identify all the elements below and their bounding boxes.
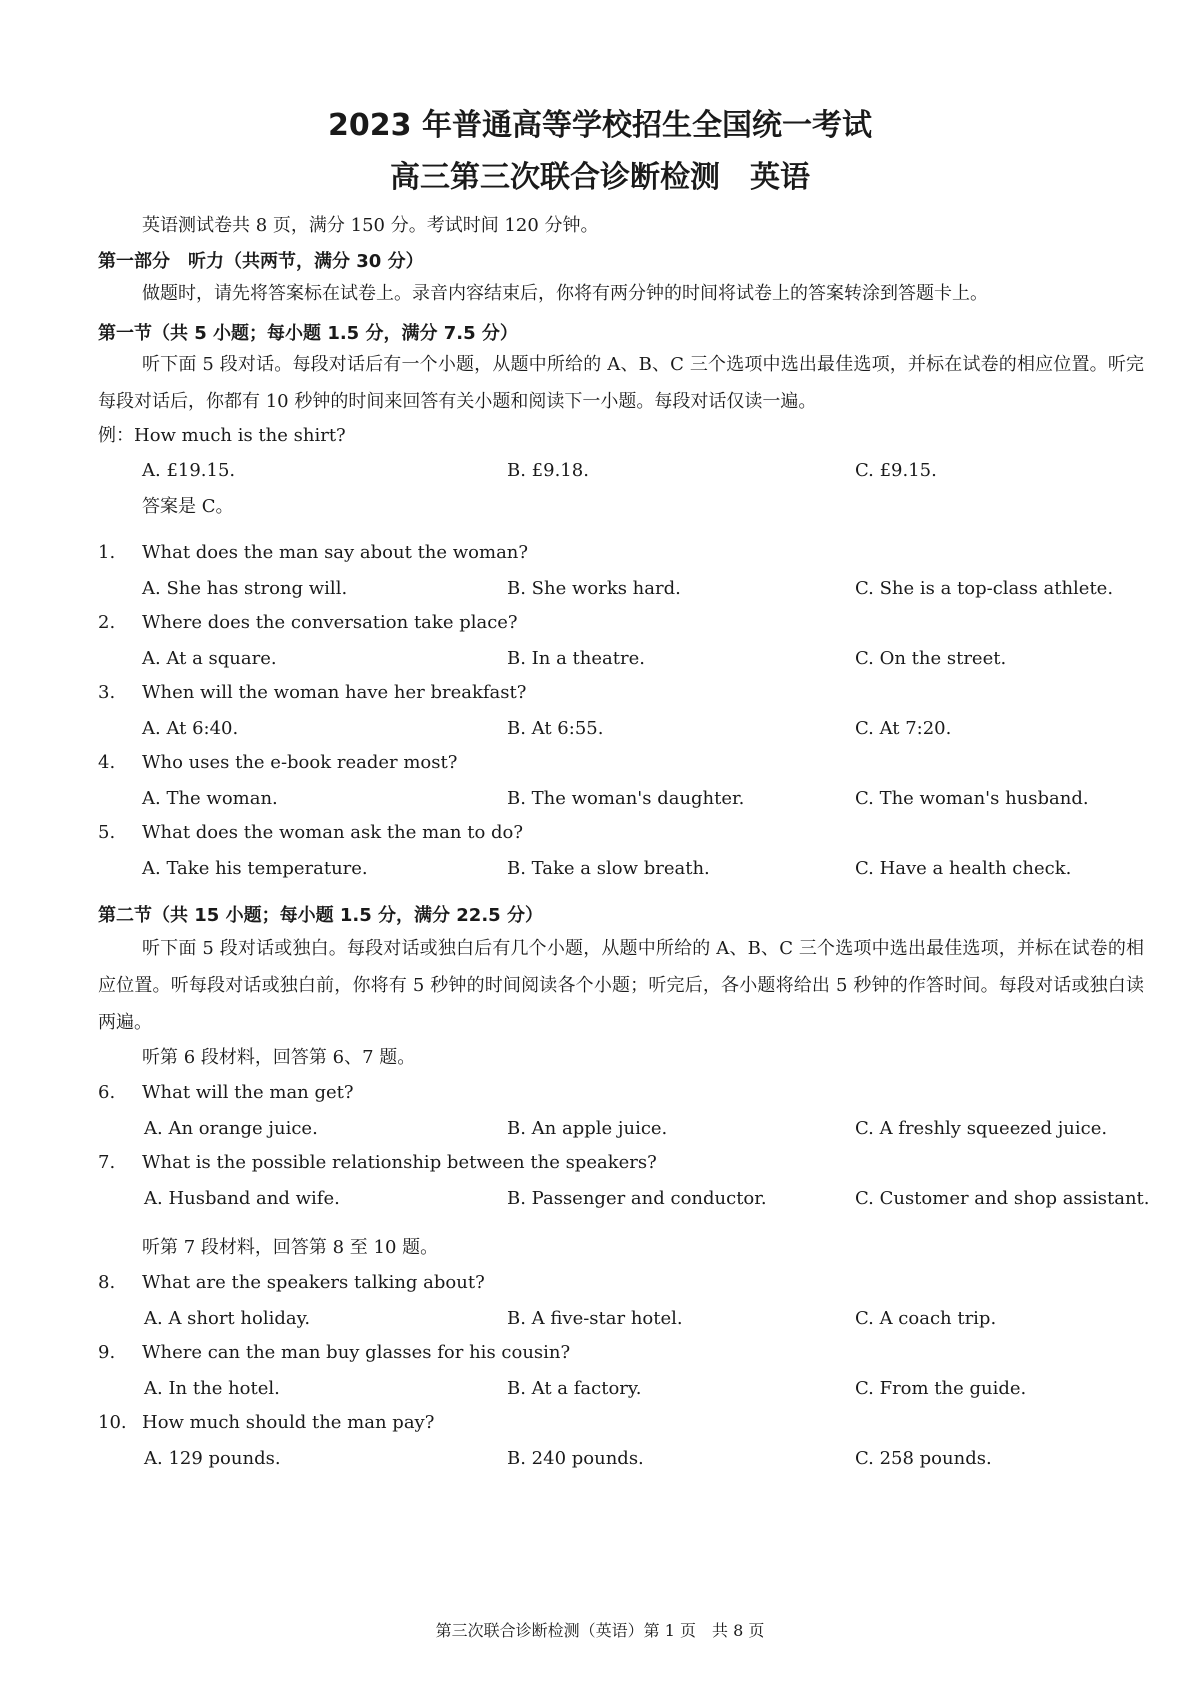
group-6-label: 听第 6 段材料，回答第 6、7 题。 [142,1047,416,1068]
option-b: B. She works hard. [507,578,681,599]
example-option-b: B. £9.18. [507,460,589,481]
example-label: 例： [98,425,134,446]
option-a: A. At 6:40. [142,718,239,739]
option-c: C. A coach trip. [855,1308,997,1329]
example-answer: 答案是 C。 [142,496,234,517]
option-a: A. Take his temperature. [142,858,368,879]
option-b: B. An apple juice. [507,1118,668,1139]
question-number: 6. [98,1082,116,1103]
example-question-text: How much is the shirt? [134,425,346,446]
question-text: Who uses the e-book reader most? [142,752,458,773]
question-number: 2. [98,612,116,633]
option-c: C. 258 pounds. [855,1448,992,1469]
option-a: A. 129 pounds. [144,1448,281,1469]
question-number: 4. [98,752,116,773]
question-text: Where does the conversation take place? [142,612,518,633]
option-c: C. Have a health check. [855,858,1072,879]
option-a: A. The woman. [142,788,278,809]
question-number: 9. [98,1342,116,1363]
option-b: B. Passenger and conductor. [507,1188,767,1209]
section2-instruction: 听下面 5 段对话或独白。每段对话或独白后有几个小题，从题中所给的 A、B、C 三个选项中选出最佳选项，并标在试卷的相应位置。听每段对话或独白前，你将有 5 秒钟的时间阅读各个小题；听完后，各小题将给出 5 秒钟的作答时间。每段对话或独白读两遍。 [98,938,1144,1033]
option-c: C. Customer and shop assistant. [855,1188,1150,1209]
question-number: 7. [98,1152,116,1173]
section2-heading: 第二节（共 15 小题；每小题 1.5 分，满分 22.5 分） [98,905,543,926]
option-a: A. An orange juice. [144,1118,318,1139]
option-b: B. The woman's daughter. [507,788,745,809]
option-a: A. A short holiday. [144,1308,311,1329]
question-number: 1. [98,542,116,563]
option-c: C. The woman's husband. [855,788,1089,809]
option-c: C. A freshly squeezed juice. [855,1118,1108,1139]
section1-instruction: 听下面 5 段对话。每段对话后有一个小题，从题中所给的 A、B、C 三个选项中选出最佳选项，并标在试卷的相应位置。听完每段对话后，你都有 10 秒钟的时间来回答有关小题和阅读下一小题。每段对话仅读一遍。 [98,354,1144,412]
option-a: A. She has strong will. [142,578,348,599]
option-b: B. Take a slow breath. [507,858,710,879]
question-text: What does the woman ask the man to do? [142,822,524,843]
intro-text: 英语测试卷共 8 页，满分 150 分。考试时间 120 分钟。 [142,215,599,236]
question-number: 3. [98,682,116,703]
option-c: C. From the guide. [855,1378,1027,1399]
option-a: A. At a square. [142,648,277,669]
option-c: C. At 7:20. [855,718,952,739]
example-option-a: A. £19.15. [142,460,236,481]
option-b: B. A five-star hotel. [507,1308,683,1329]
option-b: B. At a factory. [507,1378,642,1399]
question-text: What does the man say about the woman? [142,542,529,563]
option-c: C. On the street. [855,648,1007,669]
question-number: 5. [98,822,116,843]
question-text: What will the man get? [142,1082,354,1103]
question-text: What is the possible relationship between the speakers? [142,1152,657,1173]
option-b: B. In a theatre. [507,648,645,669]
option-a: A. In the hotel. [144,1378,280,1399]
section1-heading: 第一节（共 5 小题；每小题 1.5 分，满分 7.5 分） [98,323,518,344]
option-b: B. At 6:55. [507,718,604,739]
question-number: 10. [98,1412,127,1433]
question-text: Where can the man buy glasses for his cousin? [142,1342,571,1363]
example-question [98,424,346,448]
exam-subtitle: 高三第三次联合诊断检测 英语 [390,160,810,195]
option-c: C. She is a top-class athlete. [855,578,1114,599]
question-text: When will the woman have her breakfast? [142,682,527,703]
group-7-label: 听第 7 段材料，回答第 8 至 10 题。 [142,1237,439,1258]
part1-instruction: 做题时，请先将答案标在试卷上。录音内容结束后，你将有两分钟的时间将试卷上的答案转涂到答题卡上。 [142,283,988,304]
question-text: What are the speakers talking about? [142,1272,485,1293]
part1-heading: 第一部分 听力（共两节，满分 30 分） [98,251,424,272]
question-number: 8. [98,1272,116,1293]
option-b: B. 240 pounds. [507,1448,644,1469]
example-option-c: C. £9.15. [855,460,937,481]
question-text: How much should the man pay? [142,1412,435,1433]
option-a: A. Husband and wife. [144,1188,340,1209]
page-footer: 第三次联合诊断检测（英语）第 1 页 共 8 页 [435,1621,765,1640]
exam-title: 2023 年普通高等学校招生全国统一考试 [328,108,872,143]
